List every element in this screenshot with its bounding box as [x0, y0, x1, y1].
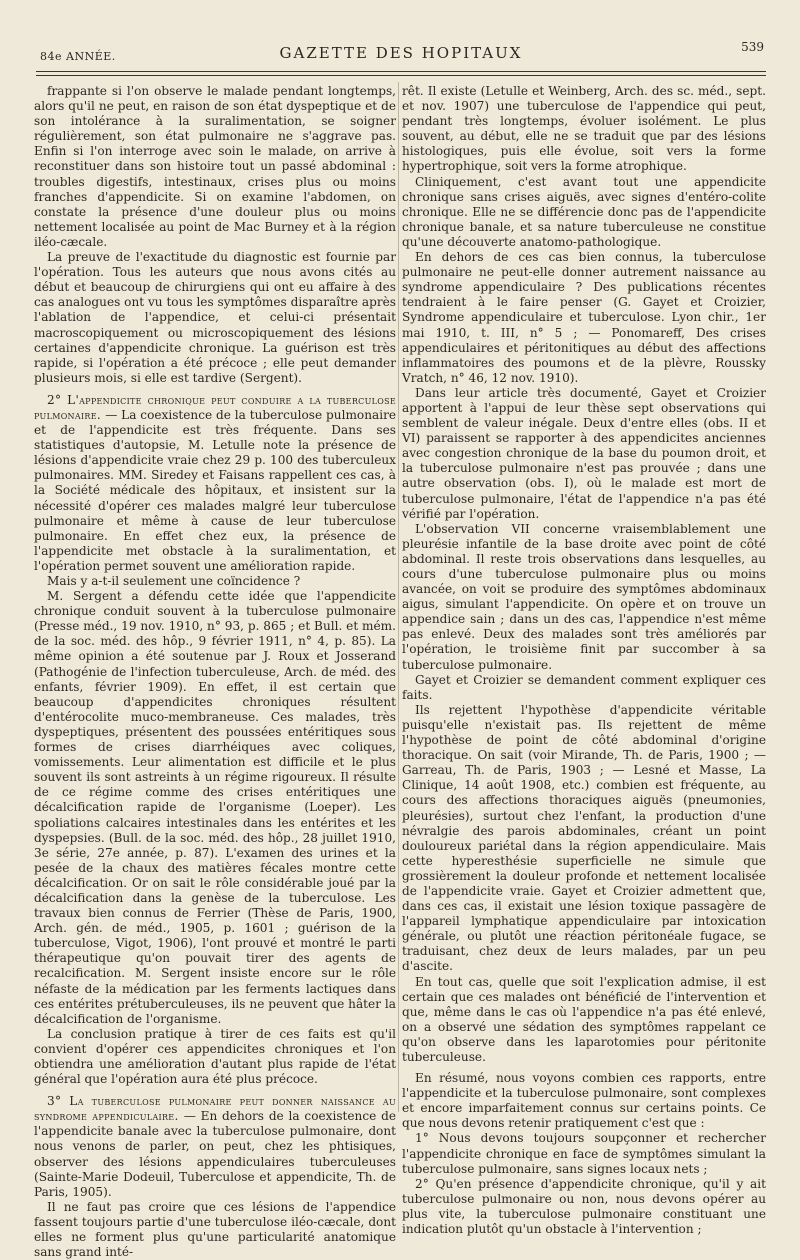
- paragraph: [34, 84, 396, 250]
- paragraph-text: Gayet et Croizier se demandent comment expliquer ces faits.: [402, 672, 766, 702]
- paragraph-text: En dehors de ces cas bien connus, la tuberculose pulmonaire ne peut-elle donner autrement naissance au syndrome appendiculaire ? Des publications récentes tendraient à le faire penser (G. Gayet et Croizier, Syndrome appendiculaire et tuberculose. Lyon chir., 1er mai 1910, t. III, n° 5 ; — Ponomareff, Des crises appendiculaires et péritonitiques au début des affections inflammatoires des poumons et de la plèvre, Roussky Vratch, n° 46, 12 nov. 1910).: [402, 250, 766, 385]
- paragraph-text: Dans leur article très documenté, Gayet et Croizier apportent à l'appui de leur thèse sept observations qui semblent de valeur inégale. Deux d'entre elles (obs. II et VI) paraissent se rapporter à des appendicites anciennes avec congestion chronique de la base du poumon droit, et la tuberculose pulmonaire n'est pas prouvée ; dans une autre observation (obs. I), où le malade est mort de tuberculose pulmonaire, l'état de l'appendice n'a pas été vérifié par l'opération.: [402, 385, 766, 521]
- paragraph: [402, 673, 766, 703]
- paragraph: [402, 84, 766, 175]
- left-column: [34, 84, 396, 1260]
- paragraph: [34, 250, 396, 386]
- paragraph-text: Cliniquement, c'est avant tout une appendicite chronique sans crises aiguës, avec signes d'entéro-colite chronique. Elle ne se différencie donc pas de l'appendicite chronique banale, et sa nature tuberculeuse ne constitue qu'une découverte anatomo-pathologique.: [402, 174, 766, 249]
- paragraph: [34, 574, 396, 589]
- section-heading: 2° L'appendicite chronique peut conduire a la tuberculose pulmonaire.: [34, 392, 396, 422]
- paragraph-text: La conclusion pratique à tirer de ces faits est qu'il convient d'opérer ces appendicites chroniques et l'on obtiendra une amélioration d'autant plus rapide de l'état général que l'opération aura été plus précoce.: [34, 1026, 396, 1087]
- paragraph-text: 2° Qu'en présence d'appendicite chronique, qu'il y ait tuberculose pulmonaire ou non, nous devons opérer au plus vite, la tuberculose pulmonaire constituant une indication plutôt qu'un obstacle à l'intervention ;: [402, 1176, 766, 1237]
- paragraph: [402, 975, 766, 1066]
- header-year: 84e ANNÉE.: [40, 50, 116, 63]
- paragraph: [402, 386, 766, 522]
- header-rule-thick: [36, 71, 766, 72]
- paragraph-text: Ils rejettent l'hypothèse d'appendicite véritable puisqu'elle n'existait pas. Ils rejettent de même l'hypothèse de point de côté abdominal d'origine thoracique. On sait (voir Mirande, Th. de Paris, 1900 ; — Garreau, Th. de Paris, 1903 ; — Lesné et Masse, La Clinique, 14 août 1908, etc.) combien est fréquente, au cours des affections thoraciques aiguës (pneumonies, pleurésies), surtout chez l'enfant, la production d'une névralgie des parois abdominales, créant un point douloureux pariétal dans la région appendiculaire. Mais cette hyperesthésie superficielle ne simule que grossièrement la douleur profonde et nettement localisée de l'appendicite vraie. Gayet et Croizier admettent que, dans ces cas, il existait une lésion toxique passagère de l'appareil lymphatique appendiculaire par intoxication générale, ou plutôt une réaction péritonéale fugace, se traduisant, chez deux de leurs malades, par un peu d'ascite.: [402, 702, 766, 974]
- paragraph: [402, 1071, 766, 1131]
- paragraph-text: En résumé, nous voyons combien ces rapports, entre l'appendicite et la tuberculose pulmonaire, sont complexes et encore imparfaitement connus sur certains points. Ce que nous devons retenir pratiquement c'est que :: [402, 1071, 766, 1131]
- header-rule-thin: [36, 75, 766, 76]
- paragraph-text: Mais y a-t-il seulement une coïncidence ?: [47, 574, 301, 588]
- paragraph-text: — En dehors de la coexistence de l'appendicite banale avec la tuberculose pulmonaire, dont nous venons de parler, on peut, chez les phtisiques, observer des lésions appendiculaires tuberculeuses (Sainte-Marie Dodeuil, Tuberculose et appendicite, Th. de Paris, 1905).: [34, 1109, 396, 1199]
- paragraph-text: L'observation VII concerne vraisemblablement une pleurésie infantile de la base droite avec point de côté abdominal. Il reste trois observations dans lesquelles, au cours d'une tuberculose pulmonaire plus ou moins avancée, on voit se produire des symptômes abdominaux aigus, simulant l'appendicite. On opère et on trouve un appendice sain ; dans un des cas, l'appendice n'est même pas enlevé. Deux des malades sont très améliorés par l'opération, le troisième finit par succomber à sa tuberculose pulmonaire.: [402, 521, 766, 672]
- page-number: 539: [741, 40, 764, 54]
- paragraph-text: — La coexistence de la tuberculose pulmonaire et de l'appendicite est très fréquente. Dans ses statistiques d'autopsie, M. Letulle note la présence de lésions d'appendicite vraie chez 29 p. 100 des tuberculeux pulmonaires. MM. Siredey et Faisans rappellent ces cas, à la Société médicale des hôpitaux, et insistent sur la nécessité d'opérer ces malades malgré leur tuberculose pulmonaire et même à cause de leur tuberculose pulmonaire. En effet chez eux, la présence de l'appendicite met obstacle à la suralimentation, et l'opération permet souvent une amélioration rapide.: [34, 407, 397, 573]
- paragraph: [34, 1200, 396, 1260]
- paragraph-text: frappante si l'on observe le malade pendant longtemps, alors qu'il ne peut, en raison de son état dyspeptique et de son intolérance à la suralimentation, se soigner régulièrement, son état pulmonaire ne s'aggrave pas. Enfin si l'on interroge avec soin le malade, on arrive à reconstituer dans son histoire tout un passé abdominal : troubles digestifs, intestinaux, crises plus ou moins franches d'appendicite. Si on examine l'abdomen, on constate la présence d'une douleur plus ou moins nettement localisée au point de Mac Burney et à la région iléo-cæcale.: [34, 84, 396, 249]
- paragraph: [402, 522, 766, 673]
- paragraph: [34, 589, 396, 1027]
- column-separator: [398, 82, 399, 1112]
- paragraph: [402, 703, 766, 975]
- paragraph-text: Il ne faut pas croire que ces lésions de l'appendice fassent toujours partie d'une tuberculose iléo-cæcale, dont elles ne forment plus qu'une particularité anatomique sans grand inté-: [34, 1199, 396, 1260]
- paragraph-text: rêt. Il existe (Letulle et Weinberg, Arch. des sc. méd., sept. et nov. 1907) une tuberculose de l'appendice qui peut, pendant très longtemps, évoluer isolément. Le plus souvent, au début, elle ne se traduit que par des lésions histologiques, puis elle évolue, soit vers la forme hypertrophique, soit vers la forme atrophique.: [402, 84, 766, 174]
- section-heading: 3° La tuberculose pulmonaire peut donner naissance au syndrome appendiculaire.: [34, 1094, 396, 1124]
- paragraph: [402, 1177, 766, 1237]
- paragraph-text: M. Sergent a défendu cette idée que l'appendicite chronique conduit souvent à la tuberculose pulmonaire (Presse méd., 19 nov. 1910, n° 93, p. 865 ; et Bull. et mém. de la soc. méd. des hôp., 9 février 1911, n° 4, p. 85). La même opinion a été soutenue par J. Roux et Josserand (Pathogénie de l'infection tuberculeuse, Arch. de méd. des enfants, février 1909). En effet, il est certain que beaucoup d'appendicites chroniques résultent d'entérocolite muco-membraneuse. Ces malades, très dyspeptiques, présentent des poussées entéritiques sous formes de crises diarrhéiques avec coliques, vomissements. Leur alimentation est difficile et le plus souvent ils sont astreints à un régime rigoureux. Il résulte de ce régime comme des crises entéritiques une décalcification rapide de l'organisme (Loeper). Les spoliations calcaires intestinales dans les entérites et les dyspepsies. (Bull. de la soc. méd. des hôp., 28 juillet 1910, 3e série, 27e année, p. 87). L'examen des urines et la pesée de la chaux des matières fécales montre cette décalcification. Or on sait le rôle considérable joué par la décalcification dans la genèse de la tuberculose. Les travaux bien connus de Ferrier (Thèse de Paris, 1900, Arch. gén. de méd., 1905, p. 1601 ; guérison de la tuberculose, Vigot, 1906), l'ont prouvé et montré le parti thérapeutique qu'on pouvait tirer des agents de recalcification. M. Sergent insiste encore sur le rôle néfaste de la médication par les ferments lactiques dans ces entérites prétuberculeuses, ils ne peuvent que hâter la décalcification de l'organisme.: [34, 589, 396, 1026]
- paragraph-text: 1° Nous devons toujours soupçonner et rechercher l'appendicite chronique en face de symptômes simulant la tuberculose pulmonaire, sans signes locaux nets ;: [402, 1131, 766, 1176]
- paragraph-text: La preuve de l'exactitude du diagnostic est fournie par l'opération. Tous les auteurs que nous avons cités au début et beaucoup de chirurgiens qui ont eu affaire à des cas analogues ont vu tous les symptômes disparaître après l'ablation de l'appendice, et celui-ci présentait macroscopiquement ou microscopiquement des lésions certaines d'appendicite chronique. La guérison est très rapide, si l'opération a été précoce ; elle peut demander plusieurs mois, si elle est tardive (Sergent).: [34, 250, 396, 385]
- paragraph: [402, 1131, 766, 1176]
- section-paragraph: [34, 393, 396, 574]
- paragraph: [402, 250, 766, 386]
- right-column: [402, 84, 766, 1237]
- paragraph-text: En tout cas, quelle que soit l'explication admise, il est certain que ces malades ont bénéficié de l'intervention et que, même dans le cas où l'appendice n'a pas été enlevé, on a observé une sédation des symptômes rappelant ce qu'on observe dans les laparotomies pour péritonite tuberculeuse.: [402, 974, 766, 1064]
- paragraph: [34, 1027, 396, 1087]
- section-paragraph: [34, 1094, 396, 1200]
- journal-title: GAZETTE DES HOPITAUX: [279, 44, 523, 62]
- page-header: [28, 36, 774, 70]
- paragraph: [402, 175, 766, 250]
